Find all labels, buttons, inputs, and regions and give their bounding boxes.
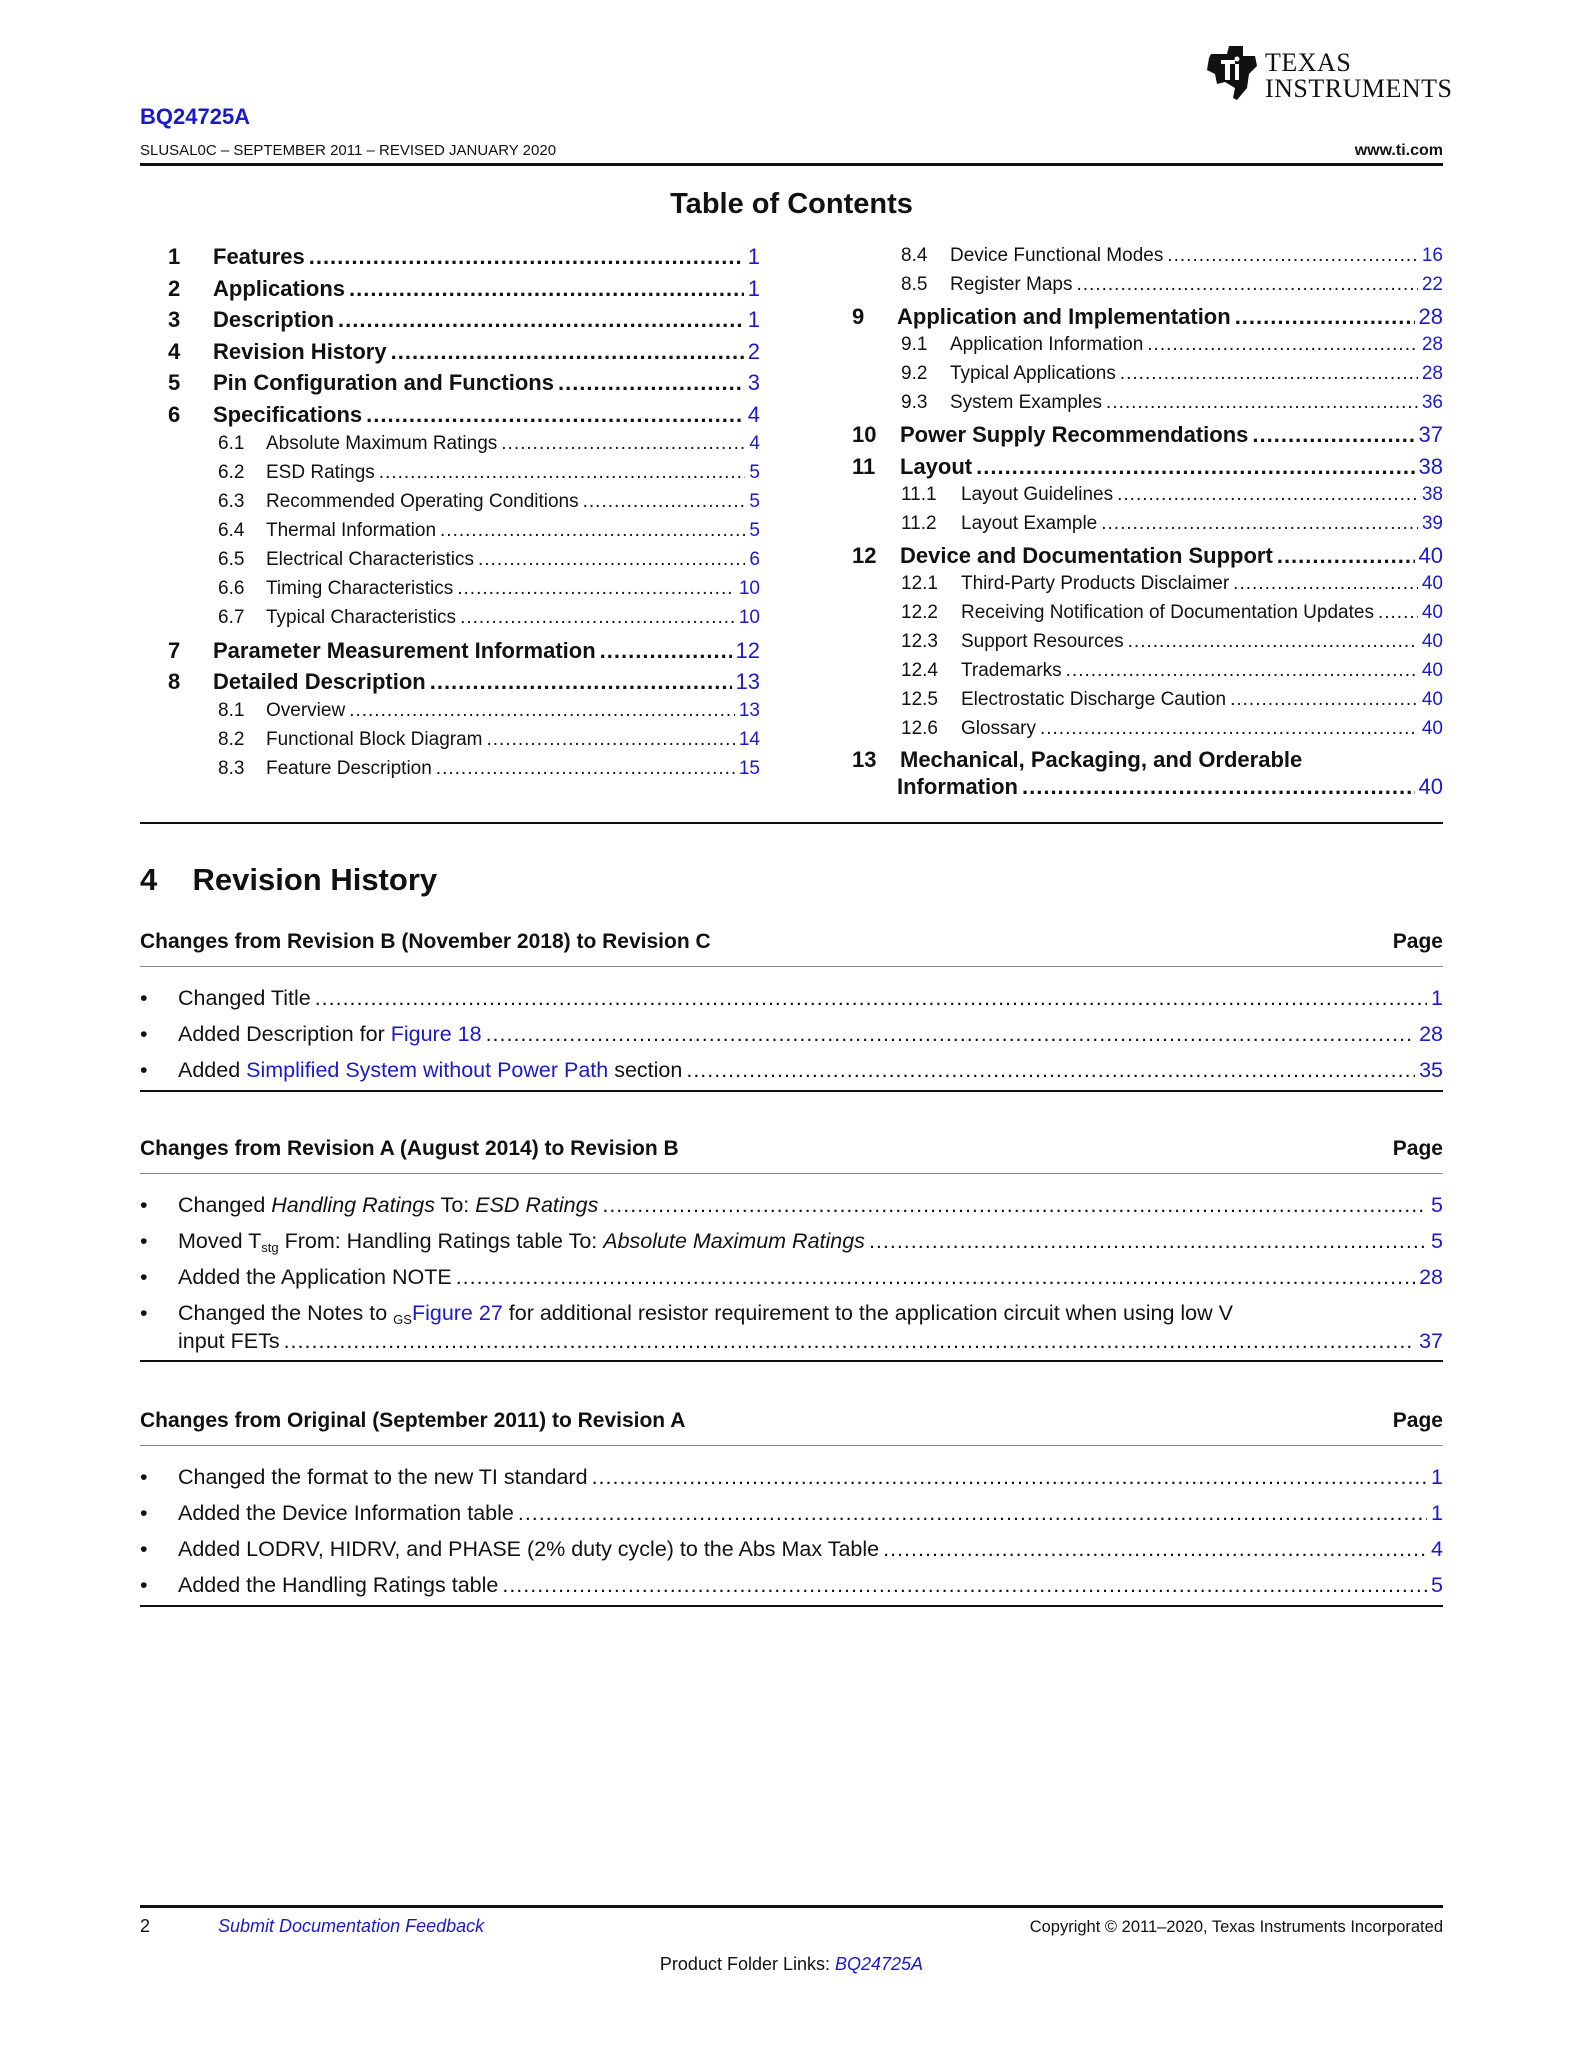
toc-leader-dots	[391, 339, 744, 365]
toc-leader-dots	[1167, 245, 1418, 267]
toc-leader-dots	[478, 549, 745, 571]
folder-label: Product Folder Links:	[659, 1954, 835, 1974]
toc-entry-page-link[interactable]: 4	[747, 401, 760, 427]
toc-entry-number: 8.3	[218, 758, 245, 779]
change-group-heading-rule	[140, 1445, 1443, 1446]
toc-entry-number: 6.2	[218, 461, 245, 483]
change-text: for additional resistor requirement to the application circuit when using low V	[502, 1301, 1233, 1325]
toc-entry[interactable]	[901, 363, 1443, 385]
toc-entry[interactable]	[218, 549, 760, 571]
toc-entry-page-link[interactable]: 5	[749, 519, 760, 541]
toc-entry-number: 8.4	[901, 245, 928, 266]
change-text: Changed	[178, 1193, 272, 1217]
footer-rule	[140, 1905, 1443, 1908]
toc-leader-dots	[1120, 363, 1418, 385]
bullet: •	[140, 1058, 148, 1082]
toc-entry-page-link[interactable]: 36	[1421, 392, 1443, 413]
change-list-item	[140, 986, 1443, 1011]
toc-entry-title: Detailed Description	[213, 669, 426, 694]
toc-entry-title: Layout Guidelines	[961, 483, 1114, 505]
toc-entry-page-link[interactable]: 1	[747, 244, 760, 269]
change-description	[178, 986, 311, 1011]
change-group-heading-rule	[140, 1173, 1443, 1174]
toc-leader-dots	[1106, 392, 1418, 414]
feedback-link[interactable]: Submit Documentation Feedback	[218, 1916, 485, 1936]
toc-entry-number: 10	[852, 422, 877, 447]
toc-entry[interactable]	[852, 543, 1443, 569]
toc-leader-dots	[558, 370, 744, 396]
toc-entry-title: Functional Block Diagram	[266, 729, 483, 750]
change-text: Added	[178, 1058, 247, 1082]
change-page-link[interactable]: 4	[1431, 1537, 1443, 1561]
subscript: stg	[261, 1240, 279, 1255]
change-list-item	[140, 1501, 1443, 1526]
change-description	[178, 1537, 879, 1562]
toc-entry-title: Trademarks	[961, 659, 1062, 681]
toc-entry-number: 6.3	[218, 490, 245, 512]
toc-entry-title: Register Maps	[950, 274, 1073, 295]
change-list-item	[140, 1465, 1443, 1490]
change-group-bottom-rule	[140, 1605, 1443, 1607]
toc-entry-title: Application and Implementation	[897, 304, 1231, 329]
toc-entry-number: 12	[852, 542, 877, 568]
change-description	[178, 1058, 682, 1083]
toc-entry-title: Device Functional Modes	[950, 245, 1164, 266]
ti-logo-icon	[1205, 44, 1263, 102]
page-column-label: Page	[1392, 1409, 1443, 1432]
toc-entry-title: Typical Applications	[950, 363, 1116, 384]
change-text: Changed the Notes to	[178, 1301, 394, 1325]
cross-reference-link[interactable]: Figure 18	[390, 1022, 482, 1046]
bullet: •	[140, 1022, 148, 1046]
toc-entry-number: 8.2	[218, 729, 245, 750]
toc-entry-number: 12.4	[901, 659, 938, 681]
bullet: •	[140, 1229, 148, 1253]
toc-leader-dots	[366, 402, 744, 428]
toc-entry-title: Glossary	[961, 717, 1036, 739]
ti-logo	[1205, 44, 1453, 106]
leader-dots	[592, 1465, 1427, 1490]
change-group-bottom-rule	[140, 1090, 1443, 1092]
toc-title: Table of Contents	[670, 188, 913, 220]
toc-entry-page-link[interactable]: 1	[747, 307, 760, 332]
change-group-heading	[140, 930, 1443, 954]
toc-leader-dots	[1022, 774, 1415, 800]
website-link[interactable]: www.ti.com	[1354, 142, 1443, 159]
toc-entry-title: Electrostatic Discharge Caution	[961, 688, 1227, 710]
leader-dots	[315, 986, 1427, 1011]
toc-entry[interactable]	[168, 638, 760, 664]
change-list-item	[140, 1301, 1443, 1326]
toc-leader-dots	[1235, 304, 1415, 330]
toc-entry-page-link[interactable]: 12	[735, 637, 760, 663]
ti-wordmark	[1265, 50, 1453, 102]
toc-entry[interactable]	[168, 307, 760, 333]
toc-leader-dots	[309, 244, 744, 270]
page-column-label: Page	[1392, 1137, 1443, 1160]
change-page-link[interactable]: 28	[1419, 1022, 1443, 1046]
change-page-link[interactable]: 1	[1431, 1465, 1443, 1489]
change-text: Changed the format to the new TI standard	[178, 1465, 588, 1489]
toc-entry-number: 9	[852, 304, 865, 329]
change-page-link[interactable]: 5	[1431, 1229, 1443, 1253]
change-text: Added the Handling Ratings table	[178, 1573, 499, 1597]
toc-entry-page-link[interactable]: 28	[1421, 334, 1443, 355]
toc-entry-number: 6.1	[218, 432, 245, 454]
toc-entry-page-link[interactable]: 39	[1421, 512, 1443, 534]
leader-dots	[486, 1022, 1416, 1047]
change-group-title: Changes from Original (September 2011) to Revision A	[140, 1409, 686, 1432]
change-list-item-continuation	[140, 1329, 1443, 1354]
toc-entry[interactable]	[168, 244, 760, 270]
toc-entry-title: Mechanical, Packaging, and Orderable	[900, 747, 1303, 772]
toc-entry-number: 6.7	[218, 606, 245, 628]
toc-entry-title: Third-Party Products Disclaimer	[961, 572, 1230, 594]
toc-entry-number: 12.3	[901, 630, 938, 652]
toc-leader-dots	[486, 729, 734, 751]
toc-entry-title: Timing Characteristics	[266, 577, 454, 599]
toc-entry-page-link[interactable]: 6	[749, 548, 760, 570]
leader-dots	[602, 1193, 1427, 1218]
change-page-link[interactable]: 28	[1419, 1265, 1443, 1289]
change-emphasis: Absolute Maximum Ratings	[603, 1229, 865, 1253]
toc-entry-page-link[interactable]: 14	[738, 729, 760, 750]
bullet: •	[140, 1537, 148, 1561]
bullet: •	[140, 1265, 148, 1289]
bullet: •	[140, 1301, 148, 1325]
toc-entry[interactable]	[901, 392, 1443, 414]
toc-entry-page-link[interactable]: 2	[747, 338, 760, 364]
toc-leader-dots	[460, 607, 735, 629]
page-column-label: Page	[1392, 930, 1443, 953]
change-text: section	[608, 1058, 683, 1082]
toc-entry-page-link[interactable]: 13	[735, 669, 760, 694]
toc-leader-dots	[1233, 573, 1418, 595]
bullet: •	[140, 1573, 148, 1597]
change-group-heading	[140, 1409, 1443, 1433]
toc-entry-page-link[interactable]: 37	[1418, 422, 1443, 447]
toc-leader-dots	[583, 491, 746, 513]
toc-entry-title: Description	[213, 307, 335, 332]
section-title: Revision History	[192, 862, 438, 897]
toc-entry-page-link[interactable]: 5	[749, 490, 760, 512]
change-emphasis: ESD Ratings	[475, 1193, 599, 1217]
revision-line: SLUSAL0C – SEPTEMBER 2011 – REVISED JANUARY 2020	[140, 142, 557, 159]
toc-entry[interactable]	[901, 274, 1443, 296]
toc-entry[interactable]	[218, 729, 760, 751]
leader-dots	[869, 1229, 1427, 1254]
toc-entry-title: System Examples	[950, 392, 1103, 413]
toc-entry-title: Features	[213, 244, 305, 269]
toc-entry-page-link[interactable]: 16	[1421, 245, 1443, 266]
toc-entry-page-link[interactable]: 10	[738, 577, 760, 599]
product-folder-links	[0, 1954, 1583, 1975]
leader-dots	[284, 1329, 1416, 1354]
toc-entry-title: Support Resources	[961, 630, 1124, 652]
toc-entry-title: Receiving Notification of Documentation Updates	[961, 601, 1374, 623]
change-list-item	[140, 1193, 1443, 1218]
change-description	[178, 1301, 1233, 1326]
header-rule	[140, 163, 1443, 166]
change-description	[178, 1265, 452, 1290]
change-page-link[interactable]: 35	[1419, 1058, 1443, 1082]
toc-entry[interactable]	[901, 573, 1443, 595]
change-list-item	[140, 1265, 1443, 1290]
toc-leader-dots	[976, 454, 1414, 480]
toc-entry-page-link[interactable]: 28	[1418, 304, 1443, 329]
toc-entry-page-link[interactable]: 3	[747, 370, 760, 395]
change-description	[178, 1501, 514, 1526]
toc-entry[interactable]	[852, 304, 1443, 330]
toc-entry-title: Power Supply Recommendations	[900, 422, 1249, 447]
toc-entry-title: Overview	[266, 700, 346, 721]
change-list-item	[140, 1229, 1443, 1254]
bullet: •	[140, 986, 148, 1010]
toc-entry-title: Applications	[213, 275, 346, 301]
folder-link[interactable]: BQ24725A	[835, 1954, 924, 1974]
toc-entry-page-link[interactable]: 28	[1421, 363, 1443, 384]
toc-bottom-rule	[140, 822, 1443, 824]
toc-leader-dots	[379, 462, 746, 484]
toc-leader-dots	[1117, 484, 1418, 506]
toc-entry[interactable]	[168, 339, 760, 365]
change-description	[178, 1465, 588, 1490]
change-page-link[interactable]: 1	[1431, 1501, 1443, 1525]
toc-leader-dots	[338, 307, 744, 333]
change-text: From: Handling Ratings table To:	[278, 1229, 604, 1253]
change-emphasis: Handling Ratings	[271, 1193, 435, 1217]
toc-entry[interactable]	[168, 276, 760, 302]
toc-entry-number: 1	[168, 244, 181, 269]
change-group-bottom-rule	[140, 1360, 1443, 1362]
toc-entry-title: Layout Example	[961, 512, 1098, 534]
change-page-link[interactable]: 1	[1431, 986, 1443, 1010]
toc-entry[interactable]	[901, 689, 1443, 711]
toc-entry-title: ESD Ratings	[266, 461, 375, 483]
toc-entry-number: 8.5	[901, 274, 928, 295]
toc-leader-dots	[430, 669, 732, 695]
change-text: Moved T	[178, 1229, 262, 1253]
toc-entry-page-link[interactable]: 4	[749, 432, 760, 454]
toc-entry[interactable]	[218, 491, 760, 513]
toc-entry-page-link[interactable]: 40	[1421, 572, 1443, 594]
toc-entry-title: Information	[897, 774, 1018, 799]
toc-leader-dots	[349, 700, 735, 722]
toc-entry[interactable]	[852, 454, 1443, 480]
toc-entry-number: 6.6	[218, 577, 245, 599]
subscript: GS	[393, 1312, 412, 1327]
toc-entry[interactable]	[901, 484, 1443, 506]
toc-entry-continuation[interactable]	[897, 774, 1443, 800]
toc-entry-title: Feature Description	[266, 758, 432, 779]
toc-entry-number: 12.5	[901, 688, 938, 710]
toc-leader-dots	[457, 578, 735, 600]
toc-entry-title: Specifications	[213, 401, 363, 427]
toc-entry-number: 8.1	[218, 700, 245, 721]
toc-entry-number: 4	[168, 338, 181, 364]
toc-entry-number: 9.3	[901, 392, 928, 413]
toc-entry[interactable]	[218, 462, 760, 484]
change-group-title: Changes from Revision A (August 2014) to Revision B	[140, 1137, 679, 1160]
toc-entry-number: 5	[168, 370, 181, 395]
toc-entry[interactable]	[218, 433, 760, 455]
toc-entry-number: 11.2	[901, 512, 937, 534]
toc-entry-page-link[interactable]: 10	[738, 606, 760, 628]
toc-entry-title: Layout	[900, 453, 973, 479]
change-text: Added Description for	[178, 1022, 391, 1046]
toc-entry-page-link[interactable]: 40	[1421, 630, 1443, 652]
change-list-item	[140, 1022, 1443, 1047]
cross-reference-link[interactable]: Simplified System without Power Path	[246, 1058, 609, 1082]
toc-entry[interactable]	[218, 520, 760, 542]
toc-entry-page-link[interactable]: 40	[1421, 717, 1443, 739]
toc-entry-number: 13	[852, 747, 877, 772]
toc-entry[interactable]	[168, 370, 760, 396]
toc-entry[interactable]	[901, 245, 1443, 267]
toc-entry-title: Recommended Operating Conditions	[266, 490, 579, 512]
toc-leader-dots	[436, 758, 735, 780]
leader-dots	[686, 1058, 1415, 1083]
toc-leader-dots	[600, 638, 732, 664]
leader-dots	[502, 1573, 1427, 1598]
toc-entry-title: Thermal Information	[266, 519, 437, 541]
toc-entry-page-link[interactable]: 40	[1421, 688, 1443, 710]
change-group-heading	[140, 1137, 1443, 1161]
change-list-item	[140, 1058, 1443, 1083]
toc-entry[interactable]	[901, 513, 1443, 535]
toc-entry-number: 6.4	[218, 519, 245, 541]
toc-entry[interactable]	[218, 758, 760, 780]
toc-entry[interactable]	[901, 660, 1443, 682]
toc-entry[interactable]	[218, 700, 760, 722]
logo-line-2: INSTRUMENTS	[1265, 74, 1453, 103]
toc-entry-number: 7	[168, 637, 181, 663]
copyright: Copyright © 2011–2020, Texas Instruments Incorporated	[1029, 1918, 1443, 1936]
toc-entry-number: 12.6	[901, 717, 938, 739]
bullet: •	[140, 1465, 148, 1489]
change-description	[178, 1573, 498, 1598]
toc-entry-title: Parameter Measurement Information	[213, 637, 596, 663]
toc-entry-page-link[interactable]: 38	[1421, 483, 1443, 505]
toc-entry[interactable]	[852, 747, 1443, 773]
toc-entry[interactable]	[218, 607, 760, 629]
document-id[interactable]: BQ24725A	[140, 104, 251, 129]
section-number: 4	[140, 862, 158, 897]
toc-entry-page-link[interactable]: 38	[1418, 453, 1443, 479]
change-text: Added the Application NOTE	[178, 1265, 452, 1289]
toc-entry[interactable]	[218, 578, 760, 600]
toc-leader-dots	[1230, 689, 1418, 711]
toc-entry[interactable]	[168, 669, 760, 695]
toc-entry-title: Device and Documentation Support	[900, 542, 1273, 568]
toc-leader-dots	[501, 433, 745, 455]
toc-leader-dots	[1277, 543, 1415, 569]
toc-entry-title: Absolute Maximum Ratings	[266, 432, 498, 454]
toc-leader-dots	[1147, 334, 1418, 356]
toc-entry[interactable]	[901, 334, 1443, 356]
toc-entry-number: 9.1	[901, 334, 928, 355]
toc-entry[interactable]	[901, 631, 1443, 653]
bullet: •	[140, 1193, 148, 1217]
toc-leader-dots	[1066, 660, 1418, 682]
page-number: 2	[140, 1916, 151, 1936]
change-text: Changed Title	[178, 986, 311, 1010]
toc-entry[interactable]	[901, 602, 1443, 624]
change-list-item	[140, 1537, 1443, 1562]
toc-entry-title: Pin Configuration and Functions	[213, 370, 554, 395]
toc-entry-number: 11	[852, 453, 876, 479]
toc-entry-number: 3	[168, 307, 181, 332]
toc-entry-title: Electrical Characteristics	[266, 548, 474, 570]
change-text: To:	[435, 1193, 476, 1217]
change-text: Added LODRV, HIDRV, and PHASE (2% duty cycle) to the Abs Max Table	[178, 1537, 880, 1561]
toc-entry-number: 9.2	[901, 363, 928, 384]
toc-entry-title: Application Information	[950, 334, 1144, 355]
leader-dots	[518, 1501, 1427, 1526]
leader-dots	[456, 1265, 1415, 1290]
change-text: Added the Device Information table	[178, 1501, 514, 1525]
change-group-heading-rule	[140, 966, 1443, 967]
toc-entry-page-link[interactable]: 22	[1421, 274, 1443, 295]
toc-entry-number: 12.2	[901, 601, 938, 623]
toc-entry[interactable]	[168, 402, 760, 428]
toc-entry-page-link[interactable]: 40	[1421, 601, 1443, 623]
toc-entry-number: 11.1	[901, 483, 937, 505]
toc-entry-number: 6.5	[218, 548, 245, 570]
toc-entry[interactable]	[901, 718, 1443, 740]
toc-entry-page-link[interactable]: 40	[1418, 774, 1443, 799]
change-text: input FETs	[178, 1329, 280, 1353]
change-description	[178, 1193, 598, 1218]
toc-leader-dots	[1077, 274, 1418, 296]
toc-entry-number: 12.1	[901, 572, 938, 594]
change-description	[178, 1022, 482, 1047]
change-description	[178, 1229, 865, 1254]
toc-leader-dots	[349, 276, 744, 302]
change-list-item	[140, 1573, 1443, 1598]
change-page-link[interactable]: 5	[1431, 1193, 1443, 1217]
revision-history-title	[140, 862, 437, 898]
toc-entry-number: 6	[168, 401, 181, 427]
toc-leader-dots	[1128, 631, 1418, 653]
toc-leader-dots	[1252, 422, 1414, 448]
toc-entry-page-link[interactable]: 1	[747, 275, 760, 301]
toc-entry-title: Revision History	[213, 338, 387, 364]
toc-entry-page-link[interactable]: 13	[738, 700, 760, 721]
toc-entry-page-link[interactable]: 40	[1421, 659, 1443, 681]
toc-entry-number: 8	[168, 669, 181, 694]
toc-entry-page-link[interactable]: 40	[1418, 542, 1443, 568]
toc-leader-dots	[440, 520, 745, 542]
cross-reference-link[interactable]: Figure 27	[411, 1301, 503, 1325]
toc-entry-page-link[interactable]: 5	[749, 461, 760, 483]
change-page-link[interactable]: 37	[1419, 1329, 1443, 1353]
toc-entry-number: 2	[168, 275, 181, 301]
toc-leader-dots	[1040, 718, 1418, 740]
toc-leader-dots	[1101, 513, 1418, 535]
change-page-link[interactable]: 5	[1431, 1573, 1443, 1597]
toc-leader-dots	[1378, 602, 1418, 624]
toc-entry[interactable]	[852, 422, 1443, 448]
bullet: •	[140, 1501, 148, 1525]
change-group-title: Changes from Revision B (November 2018) to Revision C	[140, 930, 711, 953]
toc-entry-title: Typical Characteristics	[266, 606, 457, 628]
logo-line-1: TEXAS	[1265, 48, 1352, 77]
leader-dots	[883, 1537, 1427, 1562]
toc-entry-page-link[interactable]: 15	[738, 758, 760, 779]
